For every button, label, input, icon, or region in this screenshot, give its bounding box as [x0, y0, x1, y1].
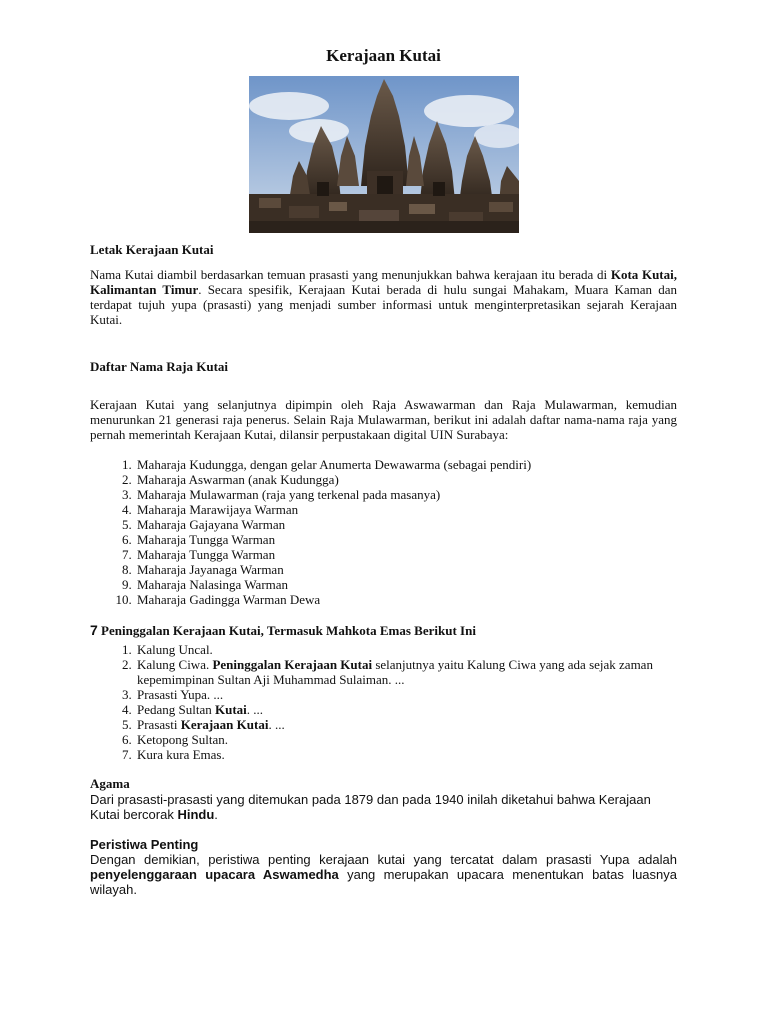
- section-heading-peninggalan: 7 Peninggalan Kerajaan Kutai, Termasuk Mahkota Emas Berikut Ini: [90, 622, 476, 638]
- list-item: 1. Kalung Uncal.: [135, 642, 677, 657]
- list-item: 10. Maharaja Gadingga Warman Dewa: [135, 592, 677, 607]
- list-item: 4. Maharaja Marawijaya Warman: [135, 502, 677, 517]
- list-item: 8. Maharaja Jayanaga Warman: [135, 562, 677, 577]
- list-item: 5. Prasasti Kerajaan Kutai. ...: [135, 717, 677, 732]
- list-item: 7. Kura kura Emas.: [135, 747, 677, 762]
- relics-list: [90, 642, 677, 762]
- list-item: 2. Maharaja Aswarman (anak Kudungga): [135, 472, 677, 487]
- page-title: Kerajaan Kutai: [326, 46, 441, 65]
- paragraph-agama: Dari prasasti-prasasti yang ditemukan pada 1879 dan pada 1940 inilah diketahui bahwa Kerajaan Kutai bercorak Hindu.: [90, 792, 651, 822]
- paragraph-letak: Nama Kutai diambil berdasarkan temuan prasasti yang menunjukkan bahwa kerajaan itu berada di Kota Kutai, Kalimantan Timur. Secara spesifik, Kerajaan Kutai berada di hulu sungai Mahakam, Muara Kaman dan terdapat tujuh yupa (prasasti) yang menjadi sumber informasi untuk menginterpretasikan sejarah Kerajaan Kutai.: [90, 267, 677, 327]
- document-page: [90, 46, 677, 897]
- paragraph-peristiwa: Dengan demikian, peristiwa penting kerajaan kutai yang tercatat dalam prasasti Yupa adalah penyelenggaraan upacara Aswamedha yang merupakan upacara menentukan batas luasnya wilayah.: [90, 852, 677, 897]
- section-heading-peristiwa: Peristiwa Penting: [90, 837, 199, 852]
- list-item: 1. Maharaja Kudungga, dengan gelar Anumerta Dewawarma (sebagai pendiri): [135, 457, 677, 472]
- section-heading-daftar-raja: Daftar Nama Raja Kutai: [90, 359, 229, 374]
- section-heading-letak: Letak Kerajaan Kutai: [90, 242, 214, 257]
- list-item: 6. Ketopong Sultan.: [135, 732, 677, 747]
- paragraph-daftar-raja: Kerajaan Kutai yang selanjutnya dipimpin oleh Raja Aswawarman dan Raja Mulawarman, kemudian menurunkan 21 generasi raja penerus. Selain Raja Mulawarman, berikut ini adalah daftar nama-nama raja yang pernah memerintah Kerajaan Kutai, dilansir perpustakaan digital UIN Surabaya:: [90, 397, 677, 442]
- list-item: 7. Maharaja Tungga Warman: [135, 547, 677, 562]
- list-item: 3. Prasasti Yupa. ...: [135, 687, 677, 702]
- list-item: 5. Maharaja Gajayana Warman: [135, 517, 677, 532]
- bold-location: Kota Kutai, Kalimantan Timur: [90, 267, 677, 297]
- list-item: 3. Maharaja Mulawarman (raja yang terkenal pada masanya): [135, 487, 677, 502]
- heading-number: 7: [90, 622, 98, 638]
- list-item: 4. Pedang Sultan Kutai. ...: [135, 702, 677, 717]
- list-item: 2. Kalung Ciwa. Peninggalan Kerajaan Kutai selanjutnya yaitu Kalung Ciwa yang ada sejak zaman kepemimpinan Sultan Aji Muhammad Sulaiman. ...: [135, 657, 677, 687]
- list-item: 6. Maharaja Tungga Warman: [135, 532, 677, 547]
- list-item: 9. Maharaja Nalasinga Warman: [135, 577, 677, 592]
- temple-photo: [249, 76, 519, 233]
- section-heading-agama: Agama: [90, 776, 130, 791]
- kings-list: [90, 457, 677, 607]
